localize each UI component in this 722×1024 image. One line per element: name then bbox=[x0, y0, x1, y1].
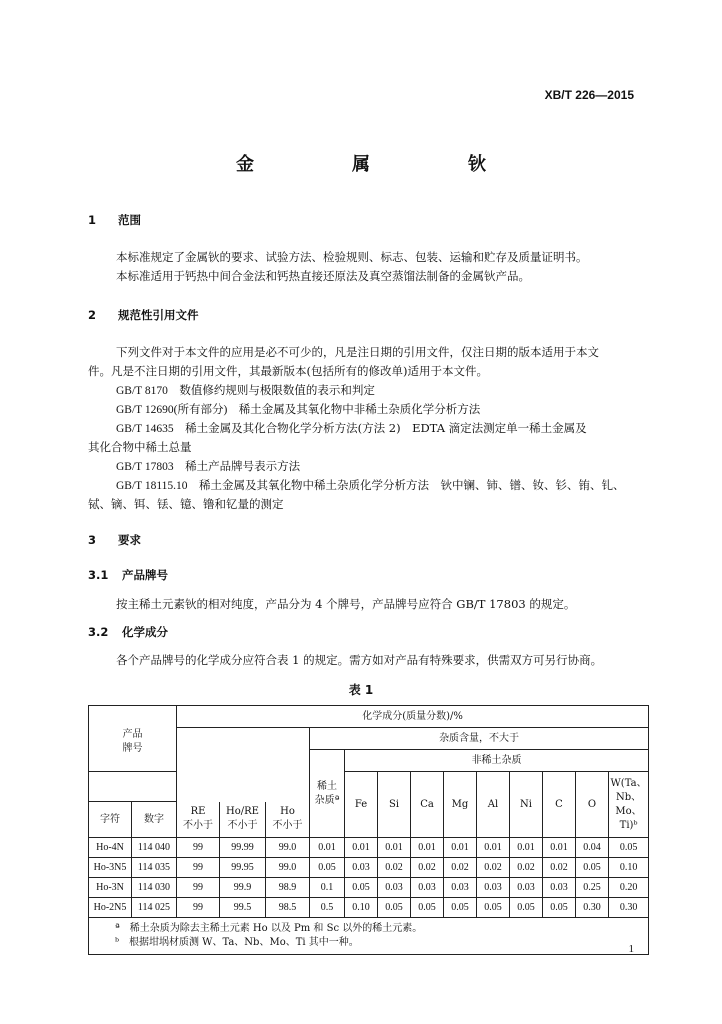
header-character: 字符 bbox=[89, 802, 132, 838]
cell: 0.05 bbox=[609, 838, 649, 858]
cell: 0.03 bbox=[477, 878, 510, 898]
reference-code: GB/T 14635 bbox=[116, 423, 174, 435]
cell: 0.25 bbox=[576, 878, 609, 898]
cell: 0.05 bbox=[378, 898, 411, 918]
cell: 0.05 bbox=[310, 858, 345, 878]
cell: 99.0 bbox=[266, 858, 310, 878]
cell: 0.01 bbox=[510, 838, 543, 858]
reference-item-continued bbox=[88, 496, 284, 512]
cell: 0.05 bbox=[411, 898, 444, 918]
paragraph: 按主稀土元素钬的相对纯度，产品分为 4 个牌号，产品牌号应符合 GB/T 17803 的规定。 bbox=[116, 597, 576, 611]
reference-code: GB/T 12690(所有部分) bbox=[116, 404, 228, 416]
cell: 98.5 bbox=[266, 898, 310, 918]
subsection-title: 化学成分 bbox=[122, 625, 168, 639]
cell: 99 bbox=[177, 838, 220, 858]
standard-number: XB/T 226—2015 bbox=[544, 88, 634, 102]
header-impurity: 杂质含量，不大于 bbox=[310, 728, 649, 750]
cell: 0.03 bbox=[411, 878, 444, 898]
cell: 0.1 bbox=[310, 878, 345, 898]
table-row bbox=[89, 858, 649, 878]
header-al: Al bbox=[477, 772, 510, 838]
paragraph: 各个产品牌号的化学成分应符合表 1 的规定。需方如对产品有特殊要求，供需双方可另行协商。 bbox=[116, 653, 603, 667]
cell: 0.10 bbox=[345, 898, 378, 918]
cell: 0.05 bbox=[543, 898, 576, 918]
cell: 0.05 bbox=[345, 878, 378, 898]
subsection-number: 3.2 bbox=[88, 625, 109, 639]
header-si: Si bbox=[378, 772, 411, 838]
reference-item bbox=[116, 401, 480, 417]
cell: 0.02 bbox=[444, 858, 477, 878]
header-blank bbox=[89, 772, 177, 802]
reference-title: 稀土金属及其氧化物中稀土杂质化学分析方法 钬中镧、铈、镨、钕、钐、铕、钆、 bbox=[187, 478, 625, 492]
cell: 0.01 bbox=[345, 838, 378, 858]
header-fe: Fe bbox=[345, 772, 378, 838]
cell: 0.02 bbox=[378, 858, 411, 878]
paragraph: 本标准规定了金属钬的要求、试验方法、检验规则、标志、包装、运输和贮存及质量证明书。 bbox=[116, 250, 588, 264]
cell: 0.05 bbox=[510, 898, 543, 918]
section-3-heading bbox=[88, 532, 141, 548]
cell: 114 035 bbox=[132, 858, 177, 878]
section-number: 2 bbox=[88, 308, 97, 322]
section-title: 范围 bbox=[118, 213, 141, 227]
reference-item bbox=[116, 477, 625, 493]
paragraph: 下列文件对于本文件的应用是必不可少的，凡是注日期的引用文件，仅注日期的版本适用于本文 bbox=[116, 345, 599, 359]
cell: 99.99 bbox=[220, 838, 266, 858]
cell: Ho-3N5 bbox=[89, 858, 132, 878]
section-1-heading bbox=[88, 212, 141, 228]
page-number: 1 bbox=[628, 943, 634, 955]
subsection-number: 3.1 bbox=[88, 568, 109, 582]
footnote-b: ᵇ 根据坩埚材质测 W、Ta、Nb、Mo、Ti 其中一种。 bbox=[115, 937, 359, 948]
header-product-brand: 产品 牌号 bbox=[89, 706, 177, 772]
header-non-re-impurity: 非稀土杂质 bbox=[345, 750, 649, 772]
cell: 99.5 bbox=[220, 898, 266, 918]
table-caption: 表 1 bbox=[348, 683, 374, 697]
reference-title: 其化合物中稀土总量 bbox=[88, 440, 192, 454]
cell: 99 bbox=[177, 858, 220, 878]
cell: 0.01 bbox=[310, 838, 345, 858]
cell: 99.9 bbox=[220, 878, 266, 898]
header-ho: Ho 不小于 bbox=[266, 802, 310, 838]
cell: 0.05 bbox=[477, 898, 510, 918]
table-row bbox=[89, 898, 649, 918]
chemical-composition-table bbox=[88, 705, 649, 955]
header-ho-re: Ho/RE 不小于 bbox=[220, 802, 266, 838]
header-ni: Ni bbox=[510, 772, 543, 838]
cell: 0.5 bbox=[310, 898, 345, 918]
cell: 0.30 bbox=[609, 898, 649, 918]
reference-code: GB/T 17803 bbox=[116, 461, 174, 473]
cell: 99.95 bbox=[220, 858, 266, 878]
paragraph: 本标准适用于钙热中间合金法和钙热直接还原法及真空蒸馏法制备的金属钬产品。 bbox=[116, 269, 530, 283]
header-re-impurity: 稀土 杂质ª bbox=[310, 750, 345, 838]
cell: 0.30 bbox=[576, 898, 609, 918]
cell: 0.03 bbox=[543, 878, 576, 898]
cell: 99 bbox=[177, 878, 220, 898]
cell: 0.03 bbox=[378, 878, 411, 898]
cell: 0.03 bbox=[345, 858, 378, 878]
section-number: 1 bbox=[88, 213, 97, 227]
reference-item bbox=[116, 420, 587, 436]
header-c: C bbox=[543, 772, 576, 838]
header-w: W(Ta、 Nb、Mo、 Ti)ᵇ bbox=[609, 772, 649, 838]
cell: 0.02 bbox=[510, 858, 543, 878]
cell: 114 040 bbox=[132, 838, 177, 858]
cell: 0.01 bbox=[411, 838, 444, 858]
header-re: RE 不小于 bbox=[177, 802, 220, 838]
table-row bbox=[89, 838, 649, 858]
header-ca: Ca bbox=[411, 772, 444, 838]
cell: 0.02 bbox=[411, 858, 444, 878]
reference-title: 稀土产品牌号表示方法 bbox=[173, 459, 301, 473]
section-title: 规范性引用文件 bbox=[118, 308, 199, 322]
cell: 0.01 bbox=[378, 838, 411, 858]
table-footnotes bbox=[89, 918, 649, 955]
reference-title: 数值修约规则与极限数值的表示和判定 bbox=[167, 383, 375, 397]
subsection-title: 产品牌号 bbox=[122, 568, 168, 582]
cell: Ho-4N bbox=[89, 838, 132, 858]
table-row bbox=[89, 878, 649, 898]
document-title: 金 属 钬 bbox=[236, 154, 526, 175]
cell: 0.01 bbox=[477, 838, 510, 858]
cell: 0.02 bbox=[543, 858, 576, 878]
cell: 0.01 bbox=[543, 838, 576, 858]
section-number: 3 bbox=[88, 533, 97, 547]
cell: 0.03 bbox=[510, 878, 543, 898]
cell: 0.05 bbox=[576, 858, 609, 878]
header-digit: 数字 bbox=[132, 802, 177, 838]
cell: 99.0 bbox=[266, 838, 310, 858]
cell: Ho-2N5 bbox=[89, 898, 132, 918]
reference-item bbox=[116, 458, 300, 474]
cell: 0.03 bbox=[444, 878, 477, 898]
cell: 0.05 bbox=[444, 898, 477, 918]
footnote-a: ª 稀土杂质为除去主稀土元素 Ho 以及 Pm 和 Sc 以外的稀土元素。 bbox=[115, 923, 423, 934]
section-title: 要求 bbox=[118, 533, 141, 547]
cell: 114 030 bbox=[132, 878, 177, 898]
subsection-3-2-heading bbox=[88, 624, 168, 640]
reference-code: GB/T 18115.10 bbox=[116, 480, 188, 492]
paragraph: 件。凡是不注日期的引用文件，其最新版本(包括所有的修改单)适用于本文件。 bbox=[88, 364, 488, 378]
reference-code: GB/T 8170 bbox=[116, 385, 168, 397]
cell: 114 025 bbox=[132, 898, 177, 918]
reference-item bbox=[116, 382, 375, 398]
cell: 0.04 bbox=[576, 838, 609, 858]
reference-title: 稀土金属及其化合物化学分析方法(方法 2) EDTA 滴定法测定单一稀土金属及 bbox=[173, 421, 587, 435]
header-mg: Mg bbox=[444, 772, 477, 838]
reference-item-continued bbox=[88, 439, 192, 455]
cell: 98.9 bbox=[266, 878, 310, 898]
subsection-3-1-heading bbox=[88, 567, 168, 583]
reference-title: 铽、镝、铒、铥、镱、镥和钇量的测定 bbox=[88, 497, 284, 511]
cell: Ho-3N bbox=[89, 878, 132, 898]
header-blank bbox=[177, 728, 310, 802]
reference-title: 稀土金属及其氧化物中非稀土杂质化学分析方法 bbox=[227, 402, 481, 416]
header-o: O bbox=[576, 772, 609, 838]
cell: 0.02 bbox=[477, 858, 510, 878]
header-chemical-composition: 化学成分(质量分数)/% bbox=[177, 706, 649, 728]
cell: 99 bbox=[177, 898, 220, 918]
cell: 0.20 bbox=[609, 878, 649, 898]
cell: 0.10 bbox=[609, 858, 649, 878]
section-2-heading bbox=[88, 307, 199, 323]
cell: 0.01 bbox=[444, 838, 477, 858]
